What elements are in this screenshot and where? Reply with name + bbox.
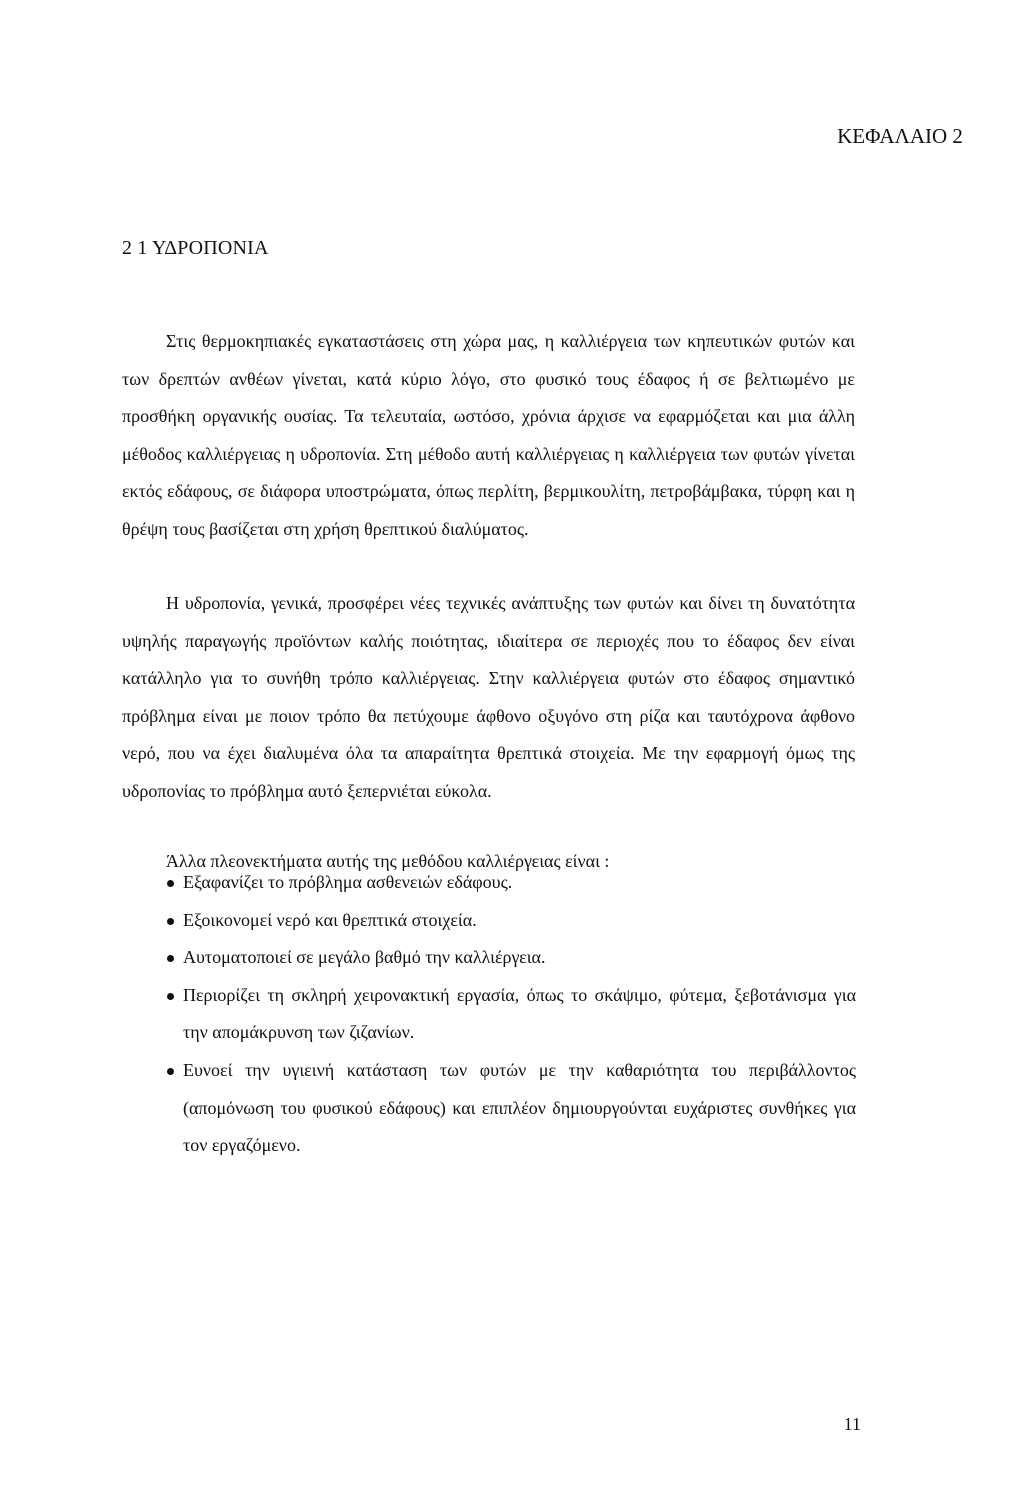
chapter-title-text: ΚΕΦΑΛΑΙΟ 2 — [837, 124, 963, 148]
list-item: Αυτοματοποιεί σε μεγάλο βαθμό την καλλιέργεια. — [166, 939, 856, 977]
list-item: Εξαφανίζει το πρόβλημα ασθενειών εδάφους. — [166, 864, 856, 902]
list-item: Εξοικονομεί νερό και θρεπτικά στοιχεία. — [166, 902, 856, 940]
paragraph-hydroponics-benefits: Η υδροπονία, γενικά, προσφέρει νέες τεχνικές ανάπτυξης των φυτών και δίνει τη δυνατότητα υψηλής παραγωγής προϊόντων καλής ποιότητας, ιδιαίτερα σε περιοχές που το έδαφος δεν είναι κατάλληλο για το συνήθη τρόπο καλλιέργειας. Στην καλλιέργεια φυτών στο έδαφος σημαντικό πρόβλημα είναι με ποιον τρόπο θα πετύχουμε άφθονο οξυγόνο στη ρίζα και ταυτόχρονα άφθονο νερό, που να έχει διαλυμένα όλα τα απαραίτητα θρεπτικά στοιχεία. Με την εφαρμογή όμως της υδροπονίας το πρόβλημα αυτό ξεπερνιέται εύκολα. — [122, 593, 855, 801]
paragraph-intro: Στις θερμοκηπιακές εγκαταστάσεις στη χώρα μας, η καλλιέργεια των κηπευτικών φυτών και των δρεπτών ανθέων γίνεται, κατά κύριο λόγο, στο φυσικό τους έδαφος ή σε βελτιωμένο με προσθήκη οργανικής ουσίας. Τα τελευταία, ωστόσο, χρόνια άρχισε να εφαρμόζεται και μια άλλη μέθοδος καλλιέργειας η υδροπονία. Στη μέθοδο αυτή καλλιέργειας η καλλιέργεια των φυτών γίνεται εκτός εδάφους, σε διάφορα υποστρώματα, όπως περλίτη, βερμικουλίτη, πετροβάμβακα, τύρφη και η θρέψη τους βασίζεται στη χρήση θρεπτικού διαλύματος. — [122, 331, 855, 539]
page-number: 11 — [843, 1414, 861, 1434]
list-item: Ευνοεί την υγιεινή κατάσταση των φυτών με την καθαριότητα του περιβάλλοντος (απομόνωση του φυσικού εδάφους) και επιπλέον δημιουργούνται ευχάριστες συνθήκες για τον εργαζόμενο. — [166, 1052, 856, 1165]
list-item: Περιορίζει τη σκληρή χειρονακτική εργασία, όπως το σκάψιμο, φύτεμα, ξεβοτάνισμα για την απομάκρυνση των ζιζανίων. — [166, 977, 856, 1052]
paragraph-advantages-lead: Άλλα πλεονεκτήματα αυτής της μεθόδου καλλιέργειας είναι : — [166, 851, 610, 871]
chapter-title — [0, 124, 968, 149]
advantages-list — [166, 864, 856, 1165]
section-title: 2 1 ΥΔΡΟΠΟΝΙΑ — [122, 237, 269, 259]
